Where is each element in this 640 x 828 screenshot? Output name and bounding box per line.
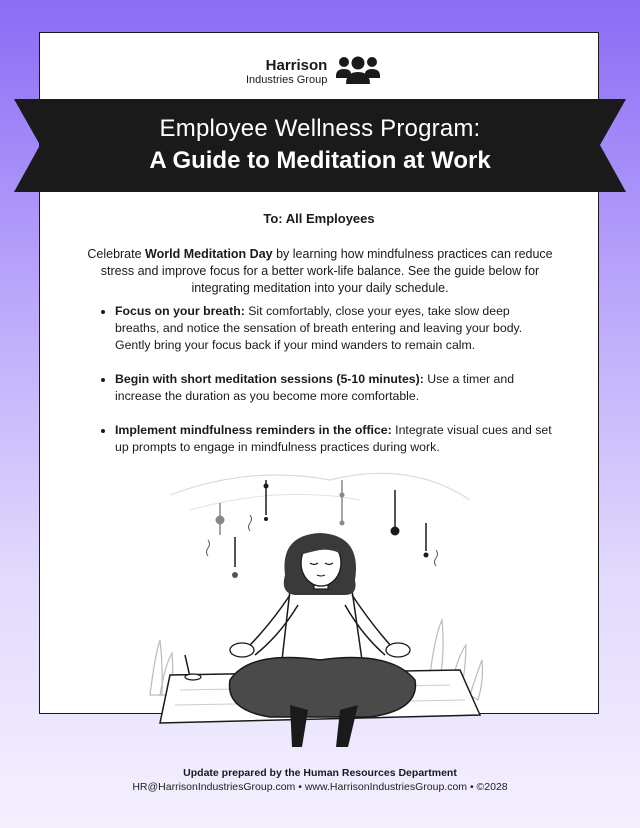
logo-name: Harrison [265,56,328,74]
footer-credit: Update prepared by the Human Resources Department [183,767,457,779]
tip-text: Sit comfortably, close your eyes, take slow deep breaths, and notice the sensation of breath entering and leaving your body. Gently bring your focus back if your mind wanders to remain calm. [115,304,523,352]
tip-text: Integrate visual cues and set up prompts to engage in mindfulness practices during work. [115,423,552,454]
company-logo [246,55,381,89]
tip-heading: Implement mindfulness reminders in the office: [115,423,392,437]
list-item [115,303,555,354]
recipient-line: To: All Employees [263,211,375,226]
logo-subtitle: Industries Group [246,74,328,87]
tip-heading: Begin with short meditation sessions (5-10 minutes): [115,372,424,386]
people-group-icon [335,54,381,91]
banner-title-line1: Employee Wellness Program: [159,115,481,142]
title-banner [14,99,626,192]
list-item [115,422,555,456]
tips-list [100,303,555,473]
intro-before: Celebrate [87,247,146,261]
meditating-woman-illustration [130,455,510,765]
banner-title-line2: A Guide to Meditation at Work [149,147,491,174]
intro-after: by learning how mindfulness practices can reduce stress and improve focus for a better work-life balance. See the guide below for integrating meditation into your daily schedule. [100,247,553,295]
intro-highlight: World Meditation Day [145,247,273,261]
tip-text: Use a timer and increase the duration as you become more comfortable. [115,372,515,403]
footer-contact: HR@HarrisonIndustriesGroup.com • www.HarrisonIndustriesGroup.com • ©2028 [132,781,508,793]
tip-heading: Focus on your breath: [115,304,245,318]
list-item [115,371,555,405]
intro-paragraph [80,246,560,297]
